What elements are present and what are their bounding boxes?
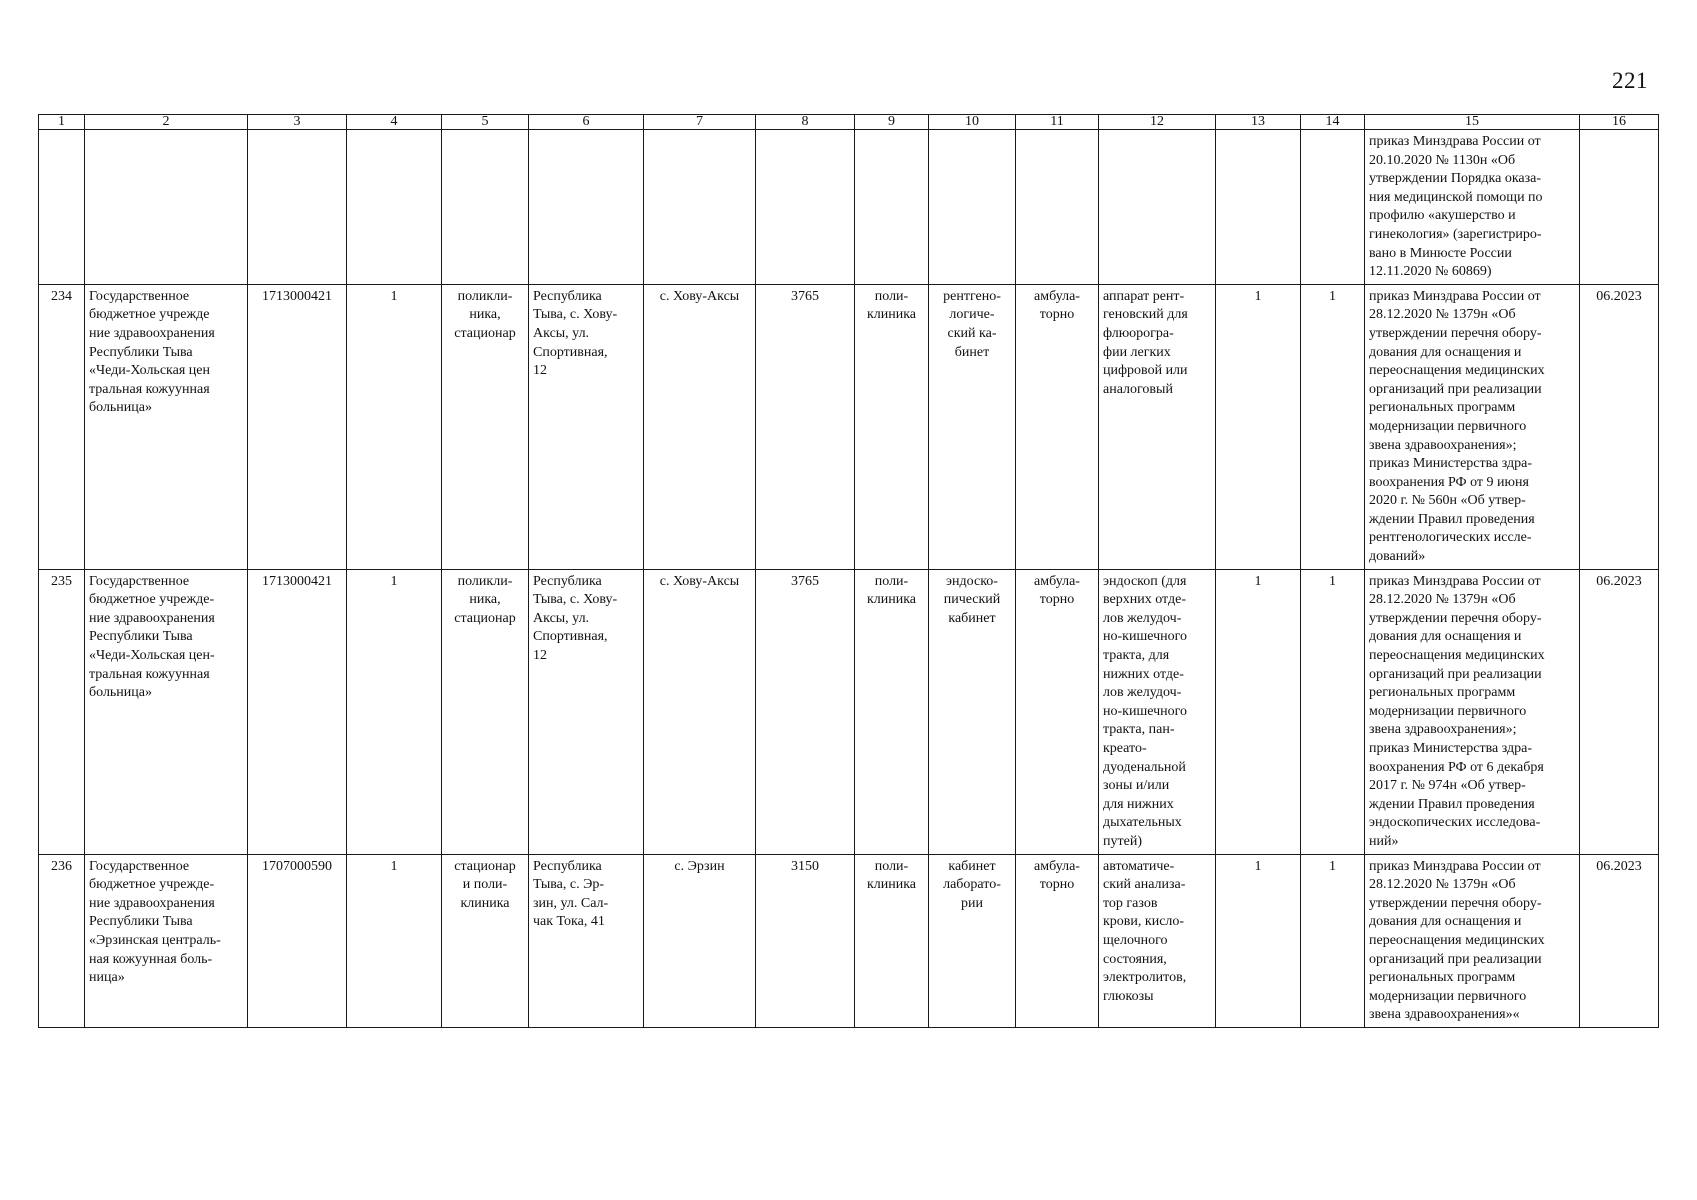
empty-cell xyxy=(347,130,442,285)
address-cell: Республика Тыва, с. Хову- Аксы, ул. Спортивная, 12 xyxy=(529,284,644,569)
empty-cell xyxy=(1099,130,1216,285)
empty-cell xyxy=(1301,130,1365,285)
cabinet-cell: эндоско- пический кабинет xyxy=(929,569,1016,854)
quantity-cell: 1 xyxy=(1301,854,1365,1027)
settlement-cell: с. Хову-Аксы xyxy=(644,569,756,854)
date-cell: 06.2023 xyxy=(1580,569,1659,854)
legal-basis-cell: приказ Минздрава России от 28.12.2020 № 1379н «Об утверждении перечня обору- дования для оснащения и переоснащения медицинских организаций при реализации региональных программ модернизации первичного звена здравоохранения»; приказ Министерства здра- воохранения РФ от 9 июня 2020 г. № 560н «Об утвер- ждении Правил проведения рентгенологических иссле- дований» xyxy=(1365,284,1580,569)
column-number: 13 xyxy=(1216,115,1301,130)
unit-cell: поли- клиника xyxy=(855,284,929,569)
population-cell: 3765 xyxy=(756,284,855,569)
column-number: 14 xyxy=(1301,115,1365,130)
empty-cell xyxy=(855,130,929,285)
column-number: 10 xyxy=(929,115,1016,130)
cabinet-cell: рентгено- логиче- ский ка- бинет xyxy=(929,284,1016,569)
legal-basis-cell: приказ Минздрава России от 20.10.2020 № 1130н «Об утверждении Порядка оказа- ния медицинской помощи по профилю «акушерство и гинекология» (зарегистриро- вано в Минюсте России 12.11.2020 № 60869) xyxy=(1365,130,1580,285)
quantity-cell: 1 xyxy=(1301,569,1365,854)
equipment-table xyxy=(38,114,1659,1028)
equipment-cell: эндоскоп (для верхних отде- лов желудоч- но-кишечного тракта, для нижних отде- лов желудоч- но-кишечного тракта, пан- креато- дуоденальной зоны и/или для нижних дыхательных путей) xyxy=(1099,569,1216,854)
organization-cell: Государственное бюджетное учрежде- ние здравоохранения Республики Тыва «Эрзинская централь- ная кожуунная боль- ница» xyxy=(85,854,248,1027)
quantity-cell: 1 xyxy=(1216,284,1301,569)
column-number: 2 xyxy=(85,115,248,130)
column-number: 7 xyxy=(644,115,756,130)
unit-cell: поли- клиника xyxy=(855,854,929,1027)
empty-cell xyxy=(929,130,1016,285)
date-cell: 06.2023 xyxy=(1580,284,1659,569)
table-row xyxy=(39,569,1659,854)
organization-cell: Государственное бюджетное учрежде ние здравоохранения Республики Тыва «Чеди-Хольская цен тральная кожуунная больница» xyxy=(85,284,248,569)
table-row xyxy=(39,854,1659,1027)
column-number: 6 xyxy=(529,115,644,130)
row-number-cell: 236 xyxy=(39,854,85,1027)
legal-basis-cell: приказ Минздрава России от 28.12.2020 № 1379н «Об утверждении перечня обору- дования для оснащения и переоснащения медицинских организаций при реализации региональных программ модернизации первичного звена здравоохранения»; приказ Министерства здра- воохранения РФ от 6 декабря 2017 г. № 974н «Об утвер- ждении Правил проведения эндоскопических исследова- ний» xyxy=(1365,569,1580,854)
care-condition-cell: амбула- торно xyxy=(1016,284,1099,569)
column-number: 4 xyxy=(347,115,442,130)
quantity-cell: 1 xyxy=(1216,569,1301,854)
care-condition-cell: амбула- торно xyxy=(1016,569,1099,854)
quantity-cell: 1 xyxy=(1301,284,1365,569)
table-header xyxy=(39,115,1659,130)
empty-cell xyxy=(85,130,248,285)
quantity-cell: 1 xyxy=(1216,854,1301,1027)
population-cell: 3765 xyxy=(756,569,855,854)
settlement-cell: с. Хову-Аксы xyxy=(644,284,756,569)
column-number: 1 xyxy=(39,115,85,130)
column-number: 3 xyxy=(248,115,347,130)
inn-cell: 1713000421 xyxy=(248,569,347,854)
equipment-cell: автоматиче- ский анализа- тор газов крови, кисло- щелочного состояния, электролитов, глюкозы xyxy=(1099,854,1216,1027)
empty-cell xyxy=(442,130,529,285)
column-number-row xyxy=(39,115,1659,130)
facility-type-cell: поликли- ника, стационар xyxy=(442,569,529,854)
legal-basis-cell: приказ Минздрава России от 28.12.2020 № 1379н «Об утверждении перечня обору- дования для оснащения и переоснащения медицинских организаций при реализации региональных программ модернизации первичного звена здравоохранения»« xyxy=(1365,854,1580,1027)
inn-cell: 1713000421 xyxy=(248,284,347,569)
column-number: 11 xyxy=(1016,115,1099,130)
population-cell: 3150 xyxy=(756,854,855,1027)
count-cell: 1 xyxy=(347,569,442,854)
column-number: 16 xyxy=(1580,115,1659,130)
count-cell: 1 xyxy=(347,284,442,569)
empty-cell xyxy=(39,130,85,285)
settlement-cell: с. Эрзин xyxy=(644,854,756,1027)
cabinet-cell: кабинет лаборато- рии xyxy=(929,854,1016,1027)
facility-type-cell: стационар и поли- клиника xyxy=(442,854,529,1027)
column-number: 8 xyxy=(756,115,855,130)
empty-cell xyxy=(1580,130,1659,285)
address-cell: Республика Тыва, с. Хову- Аксы, ул. Спортивная, 12 xyxy=(529,569,644,854)
column-number: 9 xyxy=(855,115,929,130)
empty-cell xyxy=(1216,130,1301,285)
table-row xyxy=(39,284,1659,569)
column-number: 15 xyxy=(1365,115,1580,130)
empty-cell xyxy=(644,130,756,285)
empty-cell xyxy=(756,130,855,285)
table-row-continuation xyxy=(39,130,1659,285)
empty-cell xyxy=(1016,130,1099,285)
column-number: 5 xyxy=(442,115,529,130)
empty-cell xyxy=(529,130,644,285)
address-cell: Республика Тыва, с. Эр- зин, ул. Сал- чак Тока, 41 xyxy=(529,854,644,1027)
date-cell: 06.2023 xyxy=(1580,854,1659,1027)
inn-cell: 1707000590 xyxy=(248,854,347,1027)
count-cell: 1 xyxy=(347,854,442,1027)
care-condition-cell: амбула- торно xyxy=(1016,854,1099,1027)
page-number: 221 xyxy=(1612,68,1648,93)
unit-cell: поли- клиника xyxy=(855,569,929,854)
row-number-cell: 235 xyxy=(39,569,85,854)
equipment-cell: аппарат рент- геновский для флюорогра- фии легких цифровой или аналоговый xyxy=(1099,284,1216,569)
facility-type-cell: поликли- ника, стационар xyxy=(442,284,529,569)
empty-cell xyxy=(248,130,347,285)
column-number: 12 xyxy=(1099,115,1216,130)
organization-cell: Государственное бюджетное учрежде- ние здравоохранения Республики Тыва «Чеди-Хольская цен- тральная кожуунная больница» xyxy=(85,569,248,854)
row-number-cell: 234 xyxy=(39,284,85,569)
